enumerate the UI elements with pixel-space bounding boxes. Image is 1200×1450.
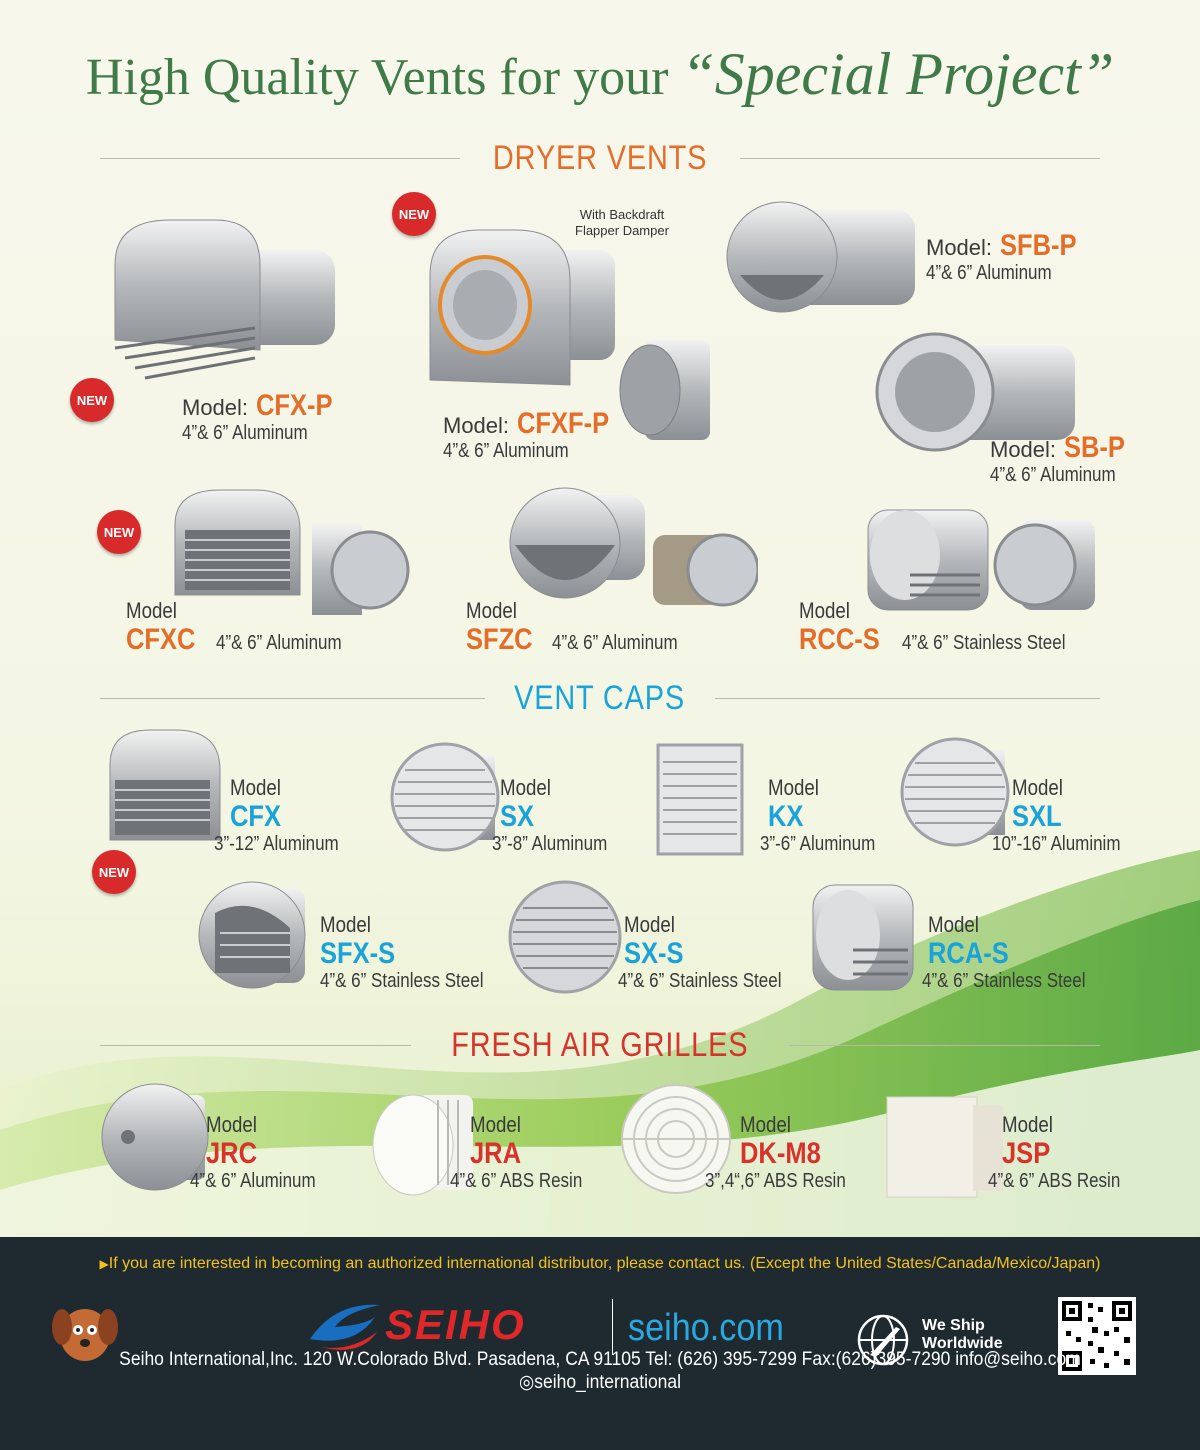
product-kx: Model KX 3”-6” Aluminum (760, 775, 876, 855)
cfx-p-vent-image (95, 210, 340, 390)
product-sx: Model SX 3”-8” Aluminum (492, 775, 608, 855)
product-cfxf-p: Model: CFXF-P 4”& 6” Aluminum (443, 407, 610, 462)
new-badge: NEW (392, 192, 436, 236)
product-sx-s: Model SX-S 4”& 6” Stainless Steel (618, 912, 782, 992)
product-jra: Model JRA 4”& 6” ABS Resin (450, 1112, 583, 1192)
jsp-grille-image (885, 1095, 1005, 1200)
product-sxl: Model SXL 10”-16” Aluminim (992, 775, 1121, 855)
footer (0, 1237, 1200, 1450)
cfx-cap-image (95, 725, 225, 850)
logo-divider (612, 1299, 613, 1355)
section-vent-caps: VENT CAPS (100, 678, 1100, 718)
product-jsp: Model JSP 4”& 6” ABS Resin (988, 1112, 1121, 1192)
section-dryer-vents: DRYER VENTS (100, 138, 1100, 178)
backdraft-callout: With Backdraft Flapper Damper (575, 207, 669, 238)
rca-s-cap-image (808, 880, 918, 995)
play-arrow-icon: ▶ (99, 1257, 109, 1271)
product-dk-m8: Model DK-M8 3”,4“,6” ABS Resin (705, 1112, 846, 1192)
product-sfb-p: Model: SFB-P 4”& 6” Aluminum (926, 229, 1077, 284)
product-cfxc: Model CFXC 4”& 6” Aluminum (126, 598, 342, 656)
ship-worldwide: We Ship Worldwide (922, 1317, 1003, 1352)
page-title: High Quality Vents for your “Special Project” (85, 41, 1115, 107)
section-fresh-air-grilles: FRESH AIR GRILLES (100, 1025, 1100, 1065)
sx-s-cap-image (508, 878, 623, 996)
product-sb-p: Model: SB-P 4”& 6” Aluminum (990, 431, 1125, 486)
cfxc-vent-image (160, 485, 310, 610)
seiho-wordmark: SEIHO (385, 1301, 526, 1348)
website-link[interactable]: seiho.com (628, 1307, 784, 1349)
title-emphasis: “Special Project” (681, 41, 1115, 107)
sx-cap-image (390, 740, 500, 855)
company-address: Seiho International,Inc. 120 W.Colorado Blvd. Pasadena, CA 91105 Tel: (626) 395-7299 Fax:(626)395-7290 info@seiho.com ◎seiho_international (119, 1349, 1081, 1393)
sfx-s-cap-image (195, 878, 310, 993)
product-cfx: Model CFX 3”-12” Aluminum (214, 775, 339, 855)
new-badge: NEW (92, 850, 136, 894)
new-badge: NEW (70, 378, 114, 422)
product-cfx-p: Model: CFX-P 4”& 6” Aluminum (182, 389, 333, 444)
cfxf-p-damper-image (615, 335, 715, 445)
product-sfx-s: Model SFX-S 4”& 6” Stainless Steel (320, 912, 484, 992)
cfxf-p-vent-image (420, 220, 620, 395)
distributor-note: ▶If you are interested in becoming an authorized international distributor, please contact us. (Except the United States/Canada/Mexico/Japan) (99, 1255, 1101, 1272)
product-jrc: Model JRC 4”& 6” Aluminum (190, 1112, 316, 1192)
sfzc-vent-image (500, 485, 650, 600)
sfb-p-vent-image (720, 195, 920, 325)
product-rcc-s: Model RCC-S 4”& 6” Stainless Steel (799, 598, 1066, 656)
new-badge: NEW (97, 510, 141, 554)
kx-cap-image (655, 742, 745, 857)
product-sfzc: Model SFZC 4”& 6” Aluminum (466, 598, 678, 656)
product-rca-s: Model RCA-S 4”& 6” Stainless Steel (922, 912, 1086, 992)
